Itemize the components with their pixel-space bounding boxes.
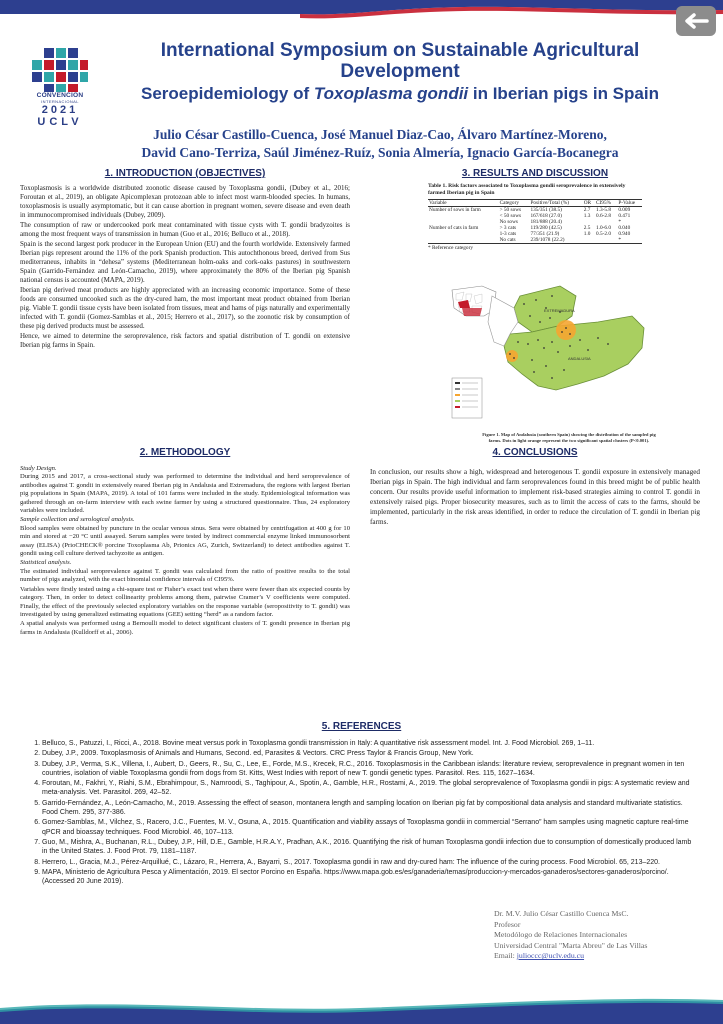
table-cell: 2.7 [583, 207, 591, 213]
cluster-north [556, 320, 576, 340]
author-list [100, 126, 660, 162]
methods-paragraph-1: During 2015 and 2017, a cross-sectional study was performed to determine the individual and herd seroprevalence of antibodies against T. gondii in extensively reared Iberian pig in Andalusia and Extremadura, the regions with largest Iberian pig populations in Spain (MAPA, 2019). A total of 101 farms were included in the study. Epidemiological information was gathered through an on-farm interview with each swine farmer by using a structured questionnaire. Thus, 24 exploratory variables were included. [20, 473, 350, 515]
intro-paragraph-2: The consumption of raw or undercooked pork meat contaminated with tissue cysts with T. gondii bradyzoites is among the most frequent ways of transmission in human (Guo et al., 2016; Belluco et al., 2018). [20, 221, 350, 238]
table-header-cell: Positive/Total (%) [529, 200, 582, 207]
intro-body [20, 184, 350, 351]
table-cell [428, 237, 499, 244]
logo-acronym: UCLV [37, 116, 83, 128]
table-cell: 119/280 (42.5) [530, 225, 562, 231]
logo-mosaic-icon [30, 48, 90, 92]
methods-body [20, 464, 350, 638]
reference-item: 7. Guo, M., Mishra, A., Buchanan, R.L., Dubey, J.P., Hill, D.E., Gamble, H.R.A.Y., Pradhan, A.K., 2016. Quantifying the risk of human Toxoplasma gondii infection due to consumption of domestically produced lamb in the United States. J. Food Prot. 79, 1181–1187. [42, 838, 696, 857]
poster-title-species: Toxoplasma gondii [313, 84, 469, 103]
methods-paragraph-3: The estimated individual seroprevalence against T. gondii was calculated from the ratio of positive results to the total number of pigs analyzed, with the exact binomial confidence intervals of CI95%. [20, 567, 350, 584]
table-cell [595, 237, 617, 244]
reference-item: 9. MAPA, Ministerio de Agricultura Pesca y Alimentación, 2019. El sector Porcino en España. https://www.mapa.gob.es/es/ganaderia/temas/produccion-y-mercados-ganaderos/sectores-ganaderos/porcino/. (Accessed 20 June 2019). [42, 868, 696, 887]
references-heading: 5. REFERENCES [321, 721, 402, 732]
table-cell: * [618, 219, 621, 225]
logo-year: 2021 [41, 104, 79, 116]
poster-title [120, 84, 680, 104]
intro-paragraph-1: Toxoplasmosis is a worldwide distributed zoonotic disease caused by Toxoplasma gondii, (Dubey et al., 2016; Foroutan et al., 2019), an obligate Apicomplexan protozoan able to infect most warm-blooded species. In humans, toxoplasmosis is usually asymptomatic, but it can cause abortion in pregnant women, severe disease and even death in immunocompromised individuals (Dubey, 2009). [20, 184, 350, 219]
authors-line-1: Julio César Castillo-Cuenca, José Manuel Diaz-Cao, Álvaro Martínez-Moreno, [153, 127, 607, 142]
reference-item: 3. Dubey, J.P., Verma, S.K., Villena, I., Aubert, D., Geers, R., Su, C., Lee, E., Forde, M.S., Krecek, R.C., 2016. Toxoplasmosis in the Caribbean islands: literature review, seroprevalence in pregnant women in ten countries, isolation of viable Toxoplasma gondii from dogs from St. Kitts, West Indies with report of new T. gondii genetic types. Parasitol. Res. 115, 1627–1634. [42, 760, 696, 779]
risk-table-block [428, 183, 642, 251]
methods-paragraph-2: Blood samples were obtained by puncture in the ocular venous sinus. Sera were obtained by centrifugation at 400 g for 10 min and stored at −20 °C until assayed. Serum samples were tested by indirect commercial enzyme linked immunosorbent assay (ELISA) (PrioCHECK® porcine Toxoplasma Ab, Prionics AG, Zurich, Switzerland) to detect antibodies against T. gondii using cell culture derived tachyzoite as antigen. [20, 524, 350, 558]
results-heading: 3. RESULTS AND DISCUSSION [461, 168, 609, 179]
conclusions-body [370, 467, 700, 528]
table-header-cell: P-Value [617, 200, 642, 207]
conclusions-heading: 4. CONCLUSIONS [492, 447, 578, 458]
table-cell: 167/618 (27.0) [530, 213, 562, 219]
contact-email-row [494, 951, 694, 962]
intro-paragraph-3: Spain is the second largest pork producer in the European Union (EU) and the fourth worldwide. Extensively farmed Iberian pigs represent around the 11% of the pork Spanish production. This autochthonous breed, derived from Sus mediterraneus, inhabits in “dehesa” systems (Mediterranean holm-oaks and cork-oaks pastures) in southwestern Spain (Garrido-Fernández and León-Camacho, 2019), where approximately the 80% of the Iberian pig Spanish national census is accounted (MAPA, 2019). [20, 240, 350, 284]
risk-table-note: * Reference category [428, 245, 473, 251]
authors-line-2: David Cano-Terriza, Saúl Jiménez-Ruíz, Sonia Almería, Ignacio García-Bocanegra [141, 145, 619, 160]
convention-logo [24, 48, 96, 138]
table-cell: Number of cats in farm [429, 225, 479, 231]
table-cell [583, 237, 595, 244]
table-cell: 0.471 [618, 213, 631, 219]
reference-item: 5. Garrido-Fernández, A., León-Camacho, M., 2019. Assessing the effect of season, montanera length and sampling location on Iberian pig fat by compositional data analysis and standard multivariate statistics. Food Chem. 295, 377-386. [42, 799, 696, 818]
logo-line-2: INTERNACIONAL [41, 99, 79, 104]
reference-item: 6. Gomez-Samblas, M., Vilchez, S., Racero, J.C., Fuentes, M. V., Osuna, A., 2015. Quantification and viability assays of Toxoplasma gondii in commercial “Serrano” ham samples using magnetic capture real-time qPCR and bioassay techniques. Food Microbiol. 46, 107–113. [42, 818, 696, 837]
table-cell: 1.0-6.0 [596, 225, 612, 231]
methods-paragraph-5: A spatial analysis was performed using a Bernoulli model to detect significant clusters of T. gondii presence in Iberian pig farms in Andalusia (Kulldorff et al., 2006). [20, 620, 350, 636]
table-cell: 0.009 [618, 207, 631, 213]
table-cell: * [617, 237, 642, 244]
methods-label-design: Study Design. [20, 465, 57, 472]
contact-position: Metodólogo de Relaciones Internacionales [494, 930, 628, 939]
table-cell: > 3 cats [499, 225, 517, 231]
table-header-cell: OR [583, 200, 595, 207]
table-cell: No cats [499, 237, 530, 244]
table-cell: 2.5 [583, 225, 591, 231]
table-cell: 0.040 [618, 225, 631, 231]
contact-email-link[interactable]: julioccc@uclv.edu.cu [516, 951, 585, 960]
table-cell: < 50 sows [499, 213, 522, 219]
map-label-extremadura: EXTREMADURA [544, 308, 575, 313]
table-header-cell: CI95% [595, 200, 617, 207]
methods-label-samples: Sample collection and serological analysis. [20, 516, 135, 524]
reference-item: 4. Foroutan, M., Fakhri, Y., Riahi, S.M., Ebrahimpour, S., Namroodi, S., Taghipour, A., Spotin, A., Gamble, H.R., Rostami, A., 2019. The global seroprevalence of Toxoplasma gondii in pigs: A systematic review and meta-analysis. Vet. Parasitol. 269, 42–52. [42, 779, 696, 798]
contact-block [494, 909, 694, 962]
table-cell: 1-3 cats [499, 231, 517, 237]
reference-item: 2. Dubey, J.P., 2009. Toxoplasmosis of Animals and Humans, Second. ed, Parasites & Vectors. CRC Press Taylor & Francis Group, New York. [42, 749, 696, 758]
methods-label-statistics: Statistical analysis. [20, 559, 72, 567]
bottom-wave-decoration [0, 996, 723, 1024]
table-cell: 0.940 [618, 231, 631, 237]
table-cell: No sows [499, 219, 518, 225]
table-header-cell: Variable [428, 200, 499, 207]
intro-heading: 1. INTRODUCTION (OBJECTIVES) [104, 168, 266, 179]
contact-role: Profesor [494, 919, 521, 929]
top-wave-decoration [0, 0, 723, 26]
figure-caption: Figure 1. Map of Andalusia (southern Spain) showing the distribution of the sampled pig farms. Dots in light orange represent the two significant spatial clusters (P<0.001). [482, 432, 656, 443]
table-cell: Number of sows in farm [429, 207, 481, 213]
table-cell: 135/351 (38.5) [530, 207, 562, 213]
table-cell: > 50 sows [499, 207, 522, 213]
symposium-title: International Symposium on Sustainable Agricultural Development [160, 40, 640, 82]
risk-table-caption: Table 1. Risk factors associated to Toxoplasma gondii seroprevalence in extensively farmed Iberian pig in Spain [428, 183, 626, 196]
methods-paragraph-4: Variables were firstly tested using a chi-square test or Fisher’s exact test when there were fewer than six expected counts by category. Then, in order to detect collinearity problems among them, pairwise Cramer’s V coefficients were computed. Finally, the effect of the previously selected exploratory variables on the response variable (seropositivity to T. gondii) was investigated by using generalized estimating equations (GEE) setting “herd” as a random factor. [20, 585, 350, 618]
table-cell: 77/351 (21.9) [530, 231, 560, 237]
intro-paragraph-4: Iberian pig derived meat products are highly appreciated with an increasing economic importance. Some of these foods are consumed uncooked such as the dry-cured ham, the most important meat product obtained from Iberian pig. Viable T. gondii tissue cysts have been isolated from tissues, meat and hams of pigs naturally and experimentally infected with T. gondii (Gomez-Samblas et al., 2015; Herrero et al., 2017), so the zoonotic risk by consumption of these pig derived products must be assessed. [20, 286, 350, 330]
table-cell: 239/1078 (22.2) [529, 237, 582, 244]
methods-heading: 2. METHODOLOGY [139, 447, 231, 458]
table-cell: 0.6-2.8 [596, 213, 612, 219]
back-button[interactable] [676, 6, 716, 36]
conclusions-paragraph: In conclusion, our results show a high, widespread and heterogenous T. gondii exposure in extensively managed Iberian pigs in Spain. The high individual and farm seroprevalences found in this breed might be of public health concern. Our results provide useful information to implement risk-based strategies aiming to control T. gondii in extensively raised pigs. Proper biosecurity measures, such as to limit the access of cats to the farms, should be implemented, particularly in the risk areas identified, in order to reduce the circulation of T. gondii in Iberian pig farms. [370, 468, 700, 526]
table-cell: 0.5-2.0 [596, 231, 612, 237]
risk-factor-table [428, 199, 642, 244]
reference-item: 8. Herrero, L., Gracia, M.J., Pérez-Arquillué, C., Lázaro, R., Herrera, A., Bayarri, S., 2017. Toxoplasma gondii in raw and dry-cured ham: The influence of the curing process. Food Microbiol. 65, 213–220. [42, 858, 696, 867]
table-header-cell: Category [499, 200, 530, 207]
contact-email-label: Email: [494, 951, 517, 960]
reference-item: 1. Belluco, S., Patuzzi, I., Ricci, A., 2018. Bovine meat versus pork in Toxoplasma gondii transmission in Italy: A quantitative risk assessment model. Int. J. Food Microbiol. 269, 1–11. [42, 739, 696, 748]
logo-line-1: CONVENCION [36, 92, 84, 99]
poster-title-pre: Seroepidemiology of [141, 84, 314, 103]
andalusia-map-figure [448, 282, 658, 428]
contact-university: Universidad Central "Marta Abreu" de Las Villas [494, 940, 648, 950]
map-legend [452, 378, 482, 418]
intro-paragraph-5: Hence, we aimed to determine the seroprevalence, risk factors and spatial distribution of T. gondii on extensive Iberian pig farms in Spain. [20, 332, 350, 349]
cluster-west [506, 350, 518, 362]
table-cell: 1.3 [583, 213, 591, 219]
back-arrow-icon [683, 12, 709, 30]
table-cell: 1.0 [583, 231, 591, 237]
poster-title-post: in Iberian pigs in Spain [468, 84, 659, 103]
table-cell: 1.3-5.8 [596, 207, 612, 213]
contact-name: Dr. M.V. Julio César Castillo Cuenca MsC. [494, 909, 629, 918]
map-label-andalusia: ANDALUSIA [568, 356, 591, 361]
table-cell: 181/888 (20.4) [530, 219, 562, 225]
table-row [428, 237, 642, 244]
reference-list [28, 739, 696, 887]
